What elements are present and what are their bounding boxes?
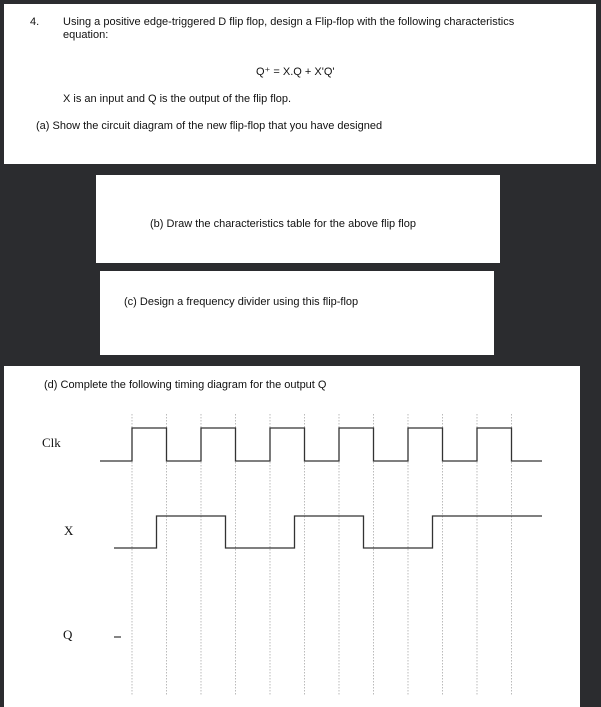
timing-diagram	[4, 366, 580, 707]
question-intro-line2: equation:	[63, 29, 109, 41]
question-number: 4.	[30, 16, 40, 28]
signal-label-x: X	[64, 523, 74, 538]
variable-definition: X is an input and Q is the output of the flip flop.	[63, 93, 292, 105]
signal-label-clk: Clk	[42, 435, 61, 450]
question-intro-line1: Using a positive edge-triggered D flip flop, design a Flip-flop with the following characteristics	[63, 16, 515, 28]
clk-waveform	[100, 428, 542, 461]
part-b-text: (b) Draw the characteristics table for the above flip flop	[150, 218, 416, 230]
part-d-text: (d) Complete the following timing diagram for the output Q	[44, 379, 327, 391]
part-b-panel	[96, 175, 500, 263]
part-a-text: (a) Show the circuit diagram of the new flip-flop that you have designed	[36, 120, 383, 132]
part-c-text: (c) Design a frequency divider using this flip-flop	[124, 296, 359, 308]
characteristic-equation: Q⁺ = X.Q + X'Q'	[256, 66, 335, 78]
part-c-panel	[100, 271, 494, 355]
signal-label-q: Q	[63, 627, 73, 642]
x-waveform	[114, 516, 542, 548]
question-panel	[4, 4, 596, 164]
part-d-panel	[4, 366, 580, 707]
